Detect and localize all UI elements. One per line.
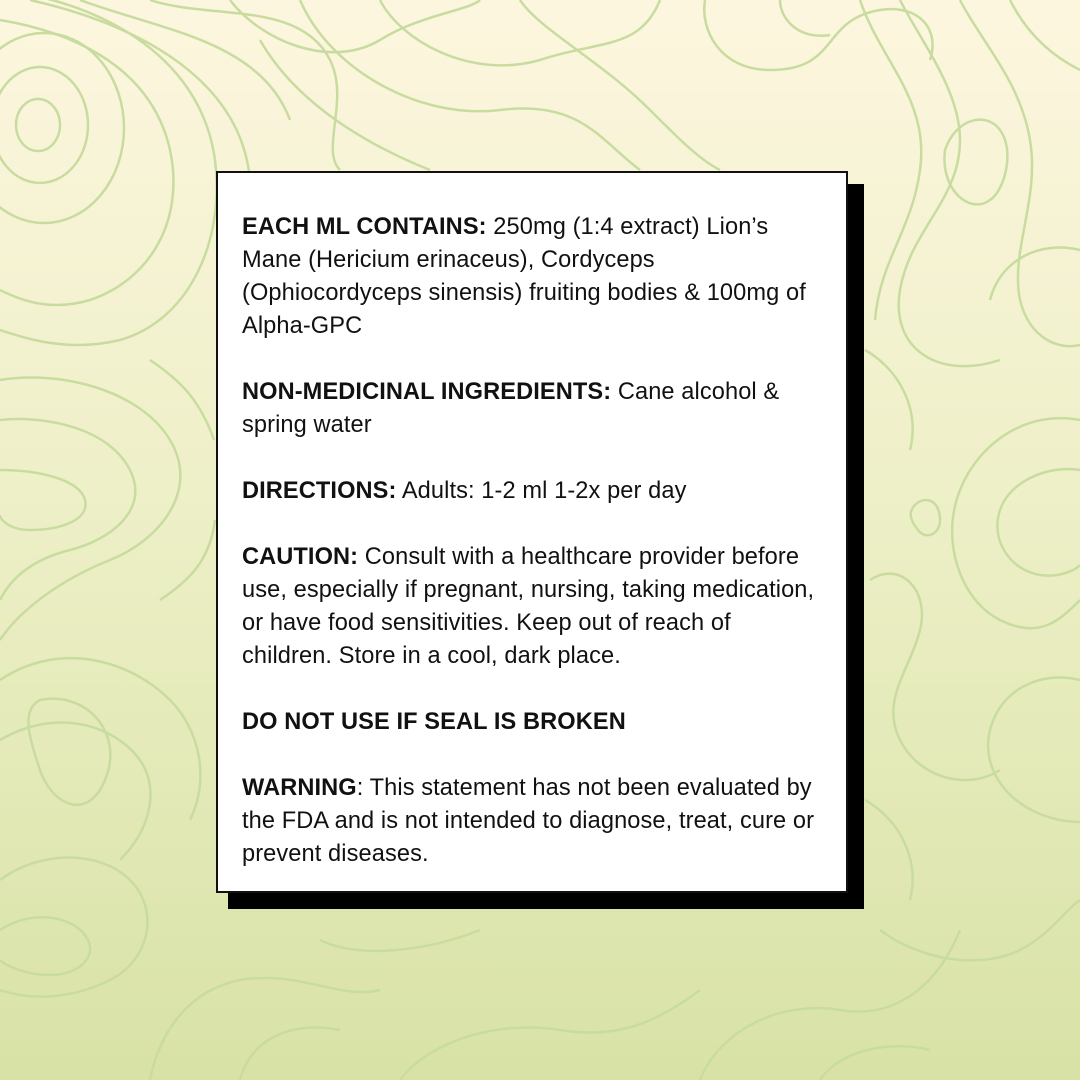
warning-heading: WARNING [242, 775, 357, 801]
directions-heading: DIRECTIONS: [242, 478, 397, 504]
warning-text: : This statement has not been evaluated by the FDA and is not intended to diagnose, treat, cure or prevent diseases. [242, 775, 815, 867]
each-ml-contains [242, 211, 824, 343]
directions [242, 475, 824, 508]
warning [242, 772, 824, 871]
caution [242, 541, 824, 673]
seal-heading: DO NOT USE IF SEAL IS BROKEN [242, 709, 626, 735]
each-ml-heading: EACH ML CONTAINS: [242, 214, 487, 240]
label-card [216, 171, 848, 893]
directions-text: Adults: 1-2 ml 1-2x per day [396, 478, 687, 504]
each-ml-text: 250mg (1:4 extract) Lion’s Mane (Hericium erinaceus), Cordyceps (Ophiocordyceps sinensis) fruiting bodies & 100mg of Alpha-GPC [242, 214, 806, 339]
seal-notice [242, 706, 824, 739]
non-medicinal-heading: NON-MEDICINAL INGREDIENTS: [242, 379, 612, 405]
non-medicinal-text: Cane alcohol & spring water [242, 379, 780, 438]
non-medicinal-ingredients [242, 376, 824, 442]
caution-text: Consult with a healthcare provider before use, especially if pregnant, nursing, taking medication, or have food sensitivities. Keep out of reach of children. Store in a cool, dark place. [242, 544, 815, 669]
caution-heading: CAUTION: [242, 544, 359, 570]
